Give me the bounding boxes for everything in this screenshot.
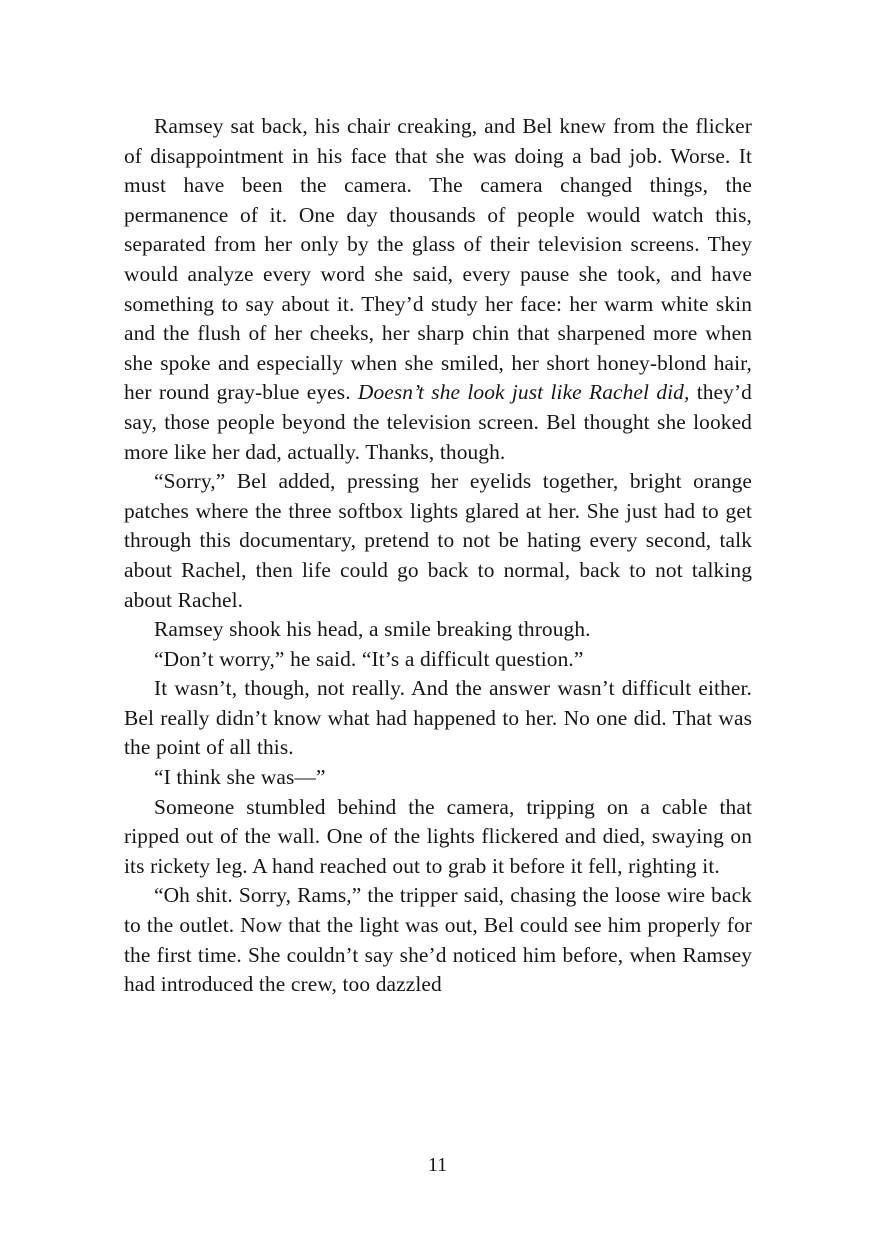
- italic-emphasis: Doesn’t she look just like Rachel did,: [357, 380, 690, 405]
- paragraph: “Sorry,” Bel added, pressing her eyelids together, bright orange patches where the three softbox lights glared at her. She just had to get through this documentary, pretend to not be hating every second, talk about Rachel, then life could go back to normal, back to not talking about Rachel.: [124, 469, 752, 612]
- page-text-block: [124, 112, 752, 1000]
- paragraph: Someone stumbled behind the camera, tripping on a cable that ripped out of the wall. One of the lights flickered and died, swaying on its rickety leg. A hand reached out to grab it before it fell, righting it.: [124, 794, 752, 878]
- paragraph: “I think she was—”: [154, 765, 326, 790]
- paragraph: Ramsey shook his head, a smile breaking through.: [154, 617, 591, 642]
- page-number: 11: [427, 1154, 448, 1176]
- paragraph: Ramsey sat back, his chair creaking, and Bel knew from the flicker of disappointment in his face that she was doing a bad job. Worse. It must have been the camera. The camera changed things, the permanence of it. One day thousands of people would watch this, separated from her only by the glass of their television screens. They would analyze every word she said, every pause she took, and have something to say about it. They’d study her face: her warm white skin and the flush of her cheeks, her sharp chin that sharpened more when she spoke and especially when she smiled, her short honey-blond hair, her round gray-blue eyes. Doesn’t she look just like Rachel did, they’d say, those people beyond the television screen. Bel thought she looked more like her dad, actually. Thanks, though.: [124, 114, 752, 464]
- paragraph: “Oh shit. Sorry, Rams,” the tripper said, chasing the loose wire back to the outlet. Now that the light was out, Bel could see him properly for the first time. She couldn’t say she’d noticed him before, when Ramsey had introduced the crew, too dazzled: [124, 883, 752, 997]
- paragraph: “Don’t worry,” he said. “It’s a difficult question.”: [154, 646, 584, 671]
- paragraph: It wasn’t, though, not really. And the answer wasn’t difficult either. Bel really didn’t know what had happened to her. No one did. That was the point of all this.: [124, 676, 752, 760]
